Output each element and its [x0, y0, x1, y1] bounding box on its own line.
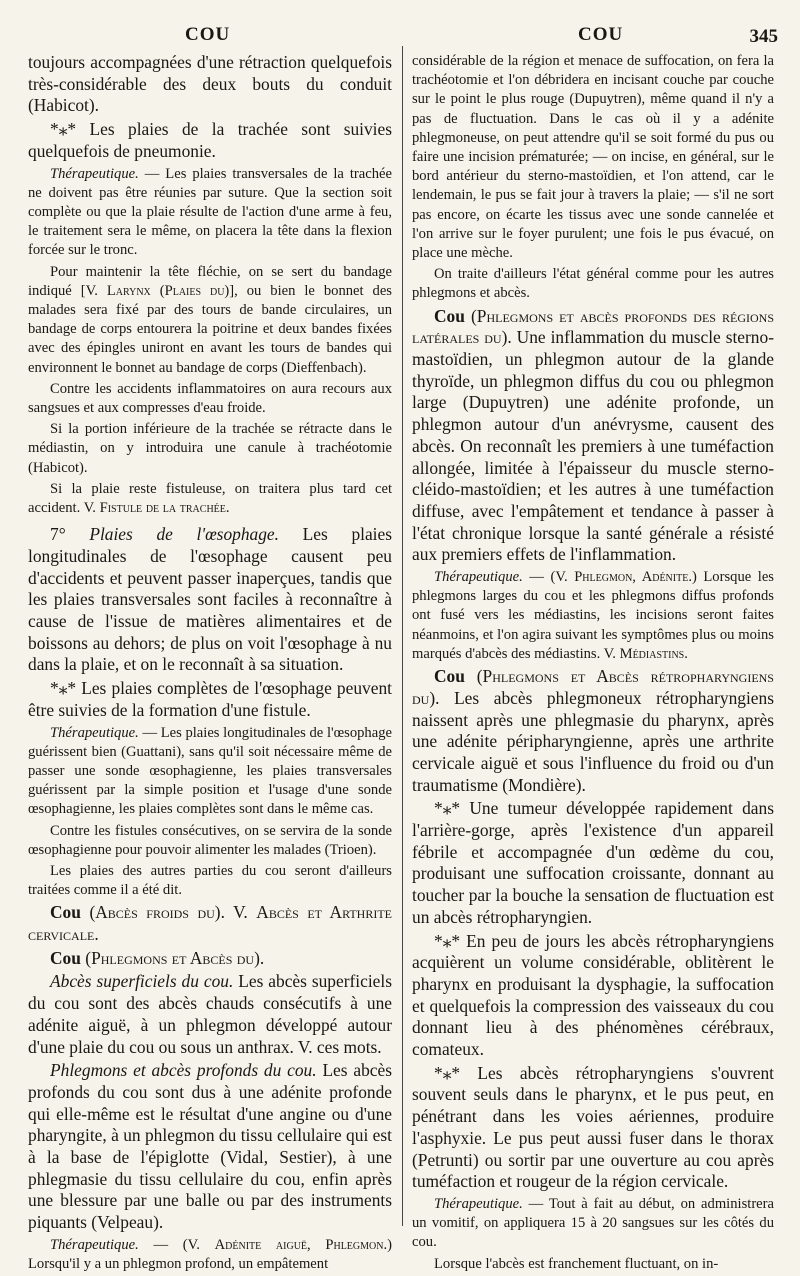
paragraph: Abcès superficiels du cou. Les abcès superficiels du cou sont des abcès chauds consécutifs à une adénite aiguë, à un phlegmon développé autour d'une plaie du cou ou sous un anthrax. V. ces mots. — [28, 971, 393, 1057]
paragraph: Cou (Phlegmons et Abcès rétropharyngiens du). Les abcès phlegmoneux rétropharyngiens naissent après une phlegmasie du pharynx, après une adénite péripharyngienne, après une arthrite cervicale aiguë et sous l'influence du froid ou d'un traumatisme (Mondière). — [412, 666, 774, 795]
section-label: Thérapeutique. — [434, 569, 523, 586]
paragraph: On traite d'ailleurs l'état général comme pour les autres phlegmons et abcès. — [412, 266, 774, 302]
paragraph: *⁎* Une tumeur développée rapidement dans l'arrière-gorge, après l'existence d'un appareil fébrile et accompagnée d'un œdème du cou, produisant une suffocation croissante, donnant au toucher par la bouche la sensation de fluctuation est un abcès rétropharyngien. — [412, 798, 774, 927]
paragraph: *⁎* Les abcès rétropharyngiens s'ouvrent souvent seuls dans le pharynx, et le pus peut, en pénétrant dans les voies aériennes, produire l'asphyxie. Le pus peut aussi fuser dans le thorax (Petrunti) ou sortir par une ouverture au cou après tuméfaction et rougeur de la région cervicale. — [412, 1062, 774, 1192]
cross-reference: Abcès et Arthrite cervicale. — [28, 902, 393, 945]
running-head-right: COU — [578, 24, 624, 45]
section-label: Thérapeutique. — [50, 1236, 139, 1253]
entry-heading: (Phlegmons et abcès profonds des régions latérales du). — [412, 305, 774, 348]
paragraph: *⁎* Les plaies de la trachée sont suivies quelquefois de pneumonie. — [28, 119, 392, 161]
asterism: *⁎* — [50, 119, 77, 140]
subsection-title: Abcès superficiels du cou. — [50, 971, 234, 992]
paragraph: Thérapeutique. — Tout à fait au début, on administrera un vomitif, on appliquera 15 à 20 sangsues sur les côtés du cou. — [412, 1195, 775, 1251]
cross-reference: Médiastins. — [619, 645, 688, 662]
paragraph: *⁎* Les plaies complètes de l'œsophage peuvent être suivies de la formation d'une fistule. — [28, 678, 392, 720]
asterism: *⁎* — [434, 930, 461, 951]
paragraph: 7° Plaies de l'œsophage. Les plaies longitudinales de l'œsophage causent peu d'accidents et peuvent passer inaperçues, tandis que les plaies transversales sont faciles à reconnaître à cause de l'issue de matières alimentaires et de boissons au dehors; de plus on voit l'œsophage à nu dans la plaie, et on le reconnaît à sa situation. — [28, 524, 393, 675]
paragraph: Cou (Phlegmons et abcès profonds des régions latérales du). Une inflammation du muscle sterno-mastoïdien, un phlegmon autour de la glande thyroïde, un phlegmon diffus du cou ou phlegmon large (Dupuytren) une adénite profonde, un phlegmon autour d'un anévrysme, causent des abcès. On reconnaît les premiers à une tuméfaction allongée, limitée à l'épaisseur du muscle sterno-cléido-mastoïdien; et les autres à une tuméfaction diffuse, avec l'empâtement et tendance à passer à l'état chronique lorsque la santé générale a résisté aux premiers effets de l'inflammation. — [412, 305, 774, 565]
paragraph: Thérapeutique. — (V. Adénite aiguë, Phlegmon.) Lorsqu'il y a un phlegmon profond, un empâtement — [28, 1236, 392, 1273]
cross-reference: Adénite aiguë, Phlegmon. — [214, 1236, 388, 1253]
paragraph: *⁎* En peu de jours les abcès rétropharyngiens acquièrent un volume considérable, oblitèrent le pharynx en produisant la dysphagie, la suffocation et quelquefois la compression des vaisseaux du cou donnant lieu à des phénomènes cérébraux, comateux. — [412, 930, 774, 1060]
section-label: Thérapeutique. — [50, 724, 139, 741]
paragraph: Thérapeutique. — (V. Phlegmon, Adénite.) Lorsque les phlegmons larges du cou et les phlegmons diffus profonds ont fusé vers les médiastins, les incisions seront faites néanmoins, et l'on agira suivant les symptômes plus ou moins marqués d'abcès des médiastins. V. Médiastins. — [412, 569, 774, 662]
entry-heading: (Phlegmons et Abcès rétropharyngiens du). — [412, 666, 774, 708]
entry-heading: Cou (Phlegmons et Abcès du). — [50, 947, 265, 968]
cross-reference: Phlegmon, Adénite. — [574, 569, 692, 586]
paragraph: Thérapeutique. — Les plaies transversales de la trachée ne doivent pas être réunies par suture. Que la section soit complète ou que la plaie résulte de l'action d'une arme à feu, le traitement sera le même, on placera la tête dans la flexion forcée sur le tronc. — [28, 165, 392, 259]
paragraph: considérable de la région et menace de suffocation, on fera la trachéotomie et l'on débridera en incisant couche par couche sur le point le plus rouge (Dupuytren), même quand il n'y a pas de fluctuation. Dans le cas où il y a adénite phlegmoneuse, on peut attendre qu'il se soit formé du pus ou faire une incision prématurée; — on incise, en général, sur le bord antérieur du sterno-mastoïdien, et l'on attend, car le lendemain, le pus se fait jour à travers la plaie; — s'il ne sort pas encore, on écarte les tissus avec une sonde cannelée et l'on arrive sur le foyer purulent; une fois le pus évacué, on place une mèche. — [412, 53, 774, 262]
running-head-left: COU — [185, 24, 231, 45]
right-column — [412, 52, 774, 1276]
paragraph: Contre les accidents inflammatoires on aura recours aux sangsues et aux compresses d'eau froide. — [28, 380, 392, 416]
paragraph: Thérapeutique. — Les plaies longitudinales de l'œsophage guérissent bien (Guattani), sans qu'il soit nécessaire même de passer une sonde œsophagienne, les plaies transversales guérissent par la simple position et l'usage d'une sonde œsophagienne, les plaies complètes sont dans le même cas. — [28, 724, 392, 818]
paragraph: Phlegmons et abcès profonds du cou. Les abcès profonds du cou sont dus à une adénite profonde qui elle-même est le résultat d'une angine ou d'une pharyngite, à un phlegmon du tissu cellulaire qui est à la base de l'épiglotte (Vidal, Sestier), à une phlegmasie du tissu cellulaire du cou, enfin après une blessure par une balle ou par des instruments piquants (Velpeau). — [28, 1060, 392, 1233]
paragraph: toujours accompagnées d'une rétraction quelquefois très-considérable des deux bouts du conduit (Habicot). — [28, 52, 392, 116]
section-label: Thérapeutique. — [50, 165, 139, 182]
paragraph: Lorsque l'abcès est franchement fluctuant, on in- — [434, 1255, 719, 1272]
page-number: 345 — [749, 26, 778, 47]
paragraph: Si la plaie reste fistuleuse, on traitera plus tard cet accident. V. Fistule de la trachée. — [28, 480, 392, 516]
paragraph: Si la portion inférieure de la trachée se rétracte dans le médiastin, on y introduira une canule à trachéotomie (Habicot). — [28, 421, 392, 476]
asterism: *⁎* — [434, 1062, 461, 1083]
paragraph: Pour maintenir la tête fléchie, on se sert du bandage indiqué [V. Larynx (Plaies du)], ou bien le bonnet des malades sera fixé par des tours de bande circulaires, un bandage de corps entourera la poitrine et deux bandes fixées avec des épingles uniront en avant les tours de bandes qui environnent le bonnet au bandage de corps (Dieffenbach). — [28, 263, 392, 376]
entry-keyword: Cou — [50, 902, 81, 923]
left-column — [28, 52, 392, 1276]
asterism: *⁎* — [434, 798, 461, 819]
subsection-title: Phlegmons et abcès profonds du cou. — [50, 1060, 317, 1081]
section-label: Thérapeutique. — [434, 1195, 523, 1212]
asterism: *⁎* — [50, 678, 77, 699]
cross-reference: Larynx (Plaies du) — [106, 282, 230, 299]
entry-keyword: Cou — [434, 305, 465, 326]
entry-heading: Cou (Abcès froids du). V. Abcès et Arthrite cervicale. — [28, 902, 393, 945]
entry-keyword: Cou — [434, 666, 465, 687]
paragraph: Les plaies des autres parties du cou seront d'ailleurs traitées comme il a été dit. — [28, 862, 392, 899]
cross-reference: Fistule de la trachée. — [99, 499, 230, 516]
entry-keyword: Cou — [50, 947, 81, 968]
column-divider — [402, 46, 403, 1226]
subsection-title: Plaies de l'œsophage. — [89, 524, 279, 545]
paragraph: Contre les fistules consécutives, on se servira de la sonde œsophagienne pour pouvoir alimenter les malades (Trioen). — [28, 822, 392, 858]
